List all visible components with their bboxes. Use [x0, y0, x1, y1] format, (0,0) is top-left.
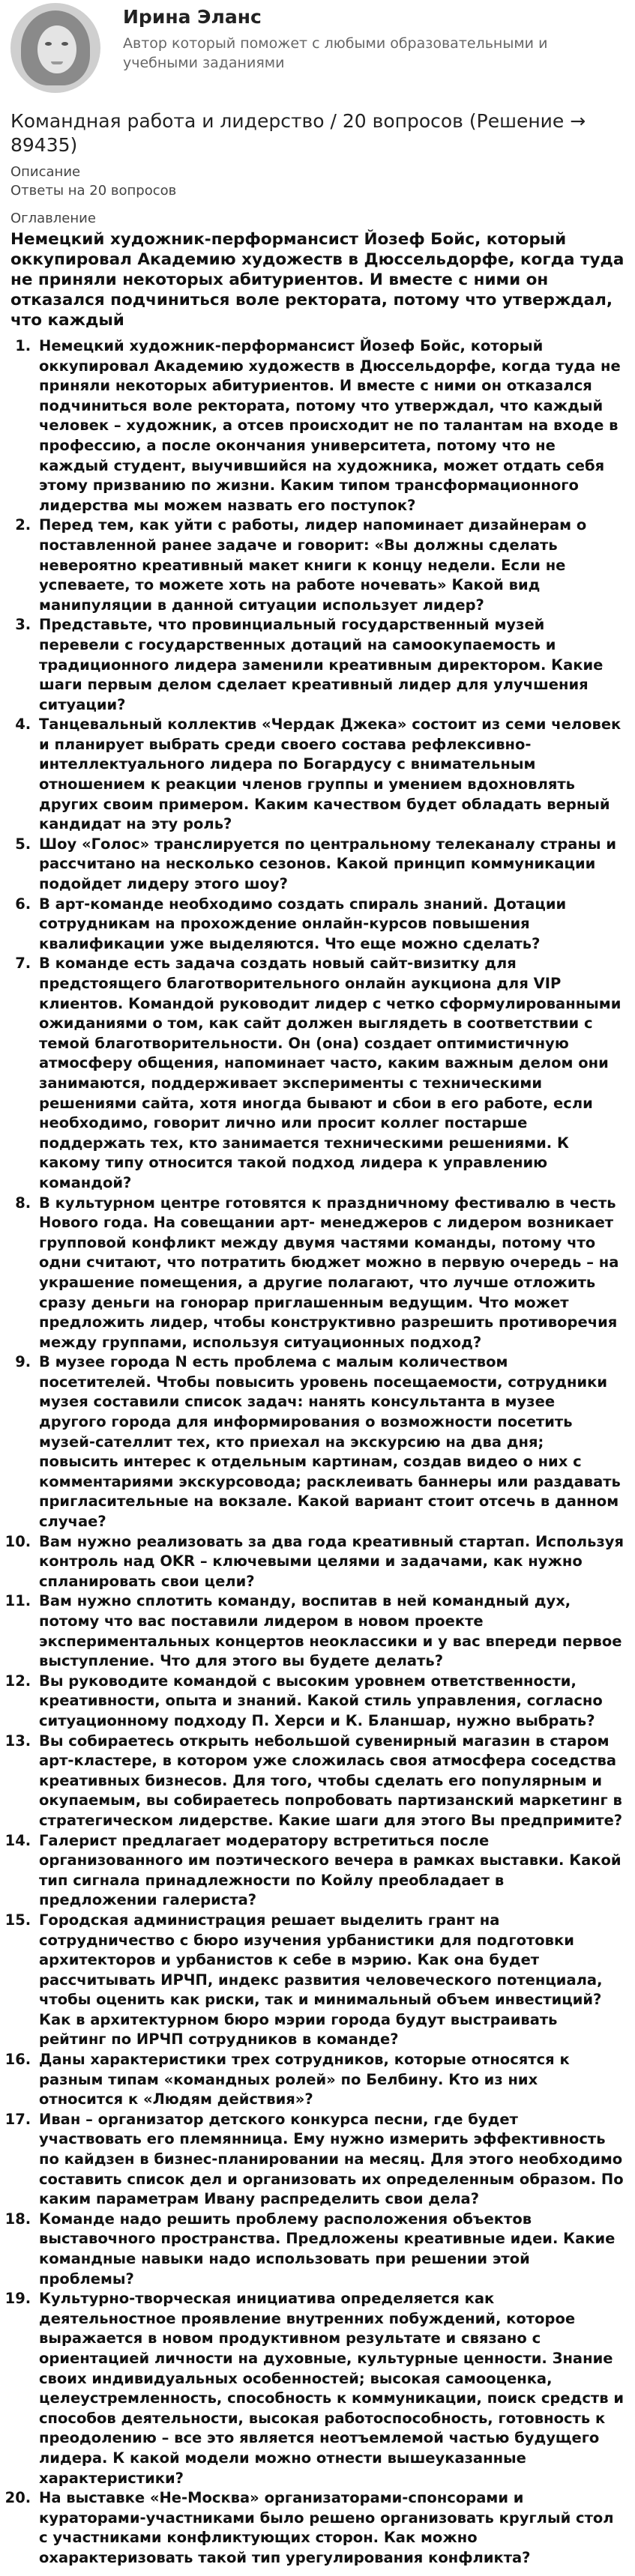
author-card — [0, 0, 635, 99]
question-item: 14. Галерист предлагает модератору встретиться после организованного им поэтического вечера в рамках выставки. Какой тип сигнала принадлежности по Койлу преобладает в предложении галериста? — [36, 1831, 625, 1911]
question-item: 5. Шоу «Голос» транслируется по центральному телеканалу страны и рассчитано на несколько сезонов. Какой принцип коммуникации подойдет лидеру этого шоу? — [36, 835, 625, 895]
question-item: 3. Представьте, что провинциальный государственный музей перевели с государственных дотаций на самоокупаемость и традиционного лидера заменили креативным директором. Какие шаги первым делом сделает креативный лидер для улучшения ситуации? — [36, 615, 625, 715]
question-item: 12. Вы руководите командой с высоким уровнем ответственности, креативности, опыта и знаний. Какой стиль управления, согласно ситуационному подходу П. Херси и К. Бланшар, нужно выбрать? — [36, 1672, 625, 1732]
author-description: Автор который поможет с любыми образовательными и учебными заданиями — [123, 35, 548, 71]
question-item: 11. Вам нужно сплотить команду, воспитав в ней командный дух, потому что вас поставили лидером в новом проекте экспериментальных концертов неоклассики и у вас впереди первое выступление. Что для этого вы будете делать? — [36, 1591, 625, 1671]
question-item: 13. Вы собираетесь открыть небольшой сувенирный магазин в старом арт-кластере, в котором уже сложилась своя атмосфера соседства креативных бизнесов. Для того, чтобы сделать его популярным и окупаемым, вы собираетесь попробовать партизанский маркетинг в стратегическом лидерстве. Какие шаги для этого Вы предпримите? — [36, 1732, 625, 1831]
question-item: 19. Культурно-творческая инициатива определяется как деятельностное проявление внутренних побуждений, которое выражается в новом продуктивном результате и связано с ориентацией личности на духовные, культурные ценности. Знание своих индивидуальных особенностей; высокая самооценка, целеустремленность, способность к коммуникации, поиск средств и способов деятельности, высокая работоспособность, готовность к преодолению – все это является неотъемлемой частью будущего лидера. К какой модели можно отнести вышеуказанные характеристики? — [36, 2289, 625, 2488]
author-info — [123, 3, 603, 73]
question-item: 20. На выставке «Не-Москва» организаторами-спонсорами и кураторами-участниками было решено организовать круглый стол с участниками конфликтующих сторон. Как можно охарактеризовать такой тип урегулирования конфликта? — [36, 2488, 625, 2568]
question-item: 10. Вам нужно реализовать за два года креативный стартап. Используя контроль над OKR – ключевыми целями и задачами, как нужно спланировать свои цели? — [36, 1532, 625, 1592]
questions-list — [0, 336, 635, 2569]
question-item: 16. Даны характеристики трех сотрудников, которые относятся к разным типам «командных ролей» по Белбину. Кто из них относится к «Людям действия»? — [36, 2050, 625, 2110]
toc-label: Оглавление — [10, 211, 96, 226]
description-value: Ответы на 20 вопросов — [10, 183, 177, 199]
document-headline: Немецкий художник-перформансист Йозеф Бойс, который оккупировал Академию художеств в Дюссельдорфе, когда туда не приняли некоторых абитуриентов. И вместе с ними он отказался подчиниться воле ректората, потому что утверждал, что каждый — [10, 230, 625, 330]
author-name[interactable]: Ирина Эланс — [123, 6, 262, 28]
description-label: Описание — [10, 164, 81, 180]
question-item: 18. Команде надо решить проблему расположения объектов выставочного пространства. Предложены креативные идеи. Какие командные навыки надо использовать при решении этой проблемы? — [36, 2210, 625, 2289]
question-item: 7. В команде есть задача создать новый сайт-визитку для предстоящего благотворительного онлайн аукциона для VIP клиентов. Командой руководит лидер с четко сформулированными ожиданиями о том, как сайт должен выглядеть в соответствии с темой благотворительности. Он (она) создает оптимистичную атмосферу общения, напоминает часто, каким важным делом они занимаются, поддерживает эксперименты с техническими решениями сайта, хотя иногда бывают и сбои в его работе, если необходимо, говорит лично или просит коллег постарше поддержать тех, кто занимается техническими решениями. К какому типу относится такой подход лидера к управлению командой? — [36, 954, 625, 1193]
question-item: 9. В музее города N есть проблема с малым количеством посетителей. Чтобы повысить уровень посещаемости, сотрудники музея составили список задач: нанять консультанта в музее другого города для информирования о возможности посетить музей-сателлит тех, кто приехал на экскурсию на два дня; повысить интерес к отдельным картинам, создав видео о них с комментариями экскурсовода; расклеивать баннеры или раздавать пригласительные на вокзале. Какой вариант стоит отсечь в данном случае? — [36, 1352, 625, 1532]
document-title: Командная работа и лидерство / 20 вопросов (Решение → 89435) — [10, 110, 586, 156]
question-item: 15. Городская администрация решает выделить грант на сотрудничество с бюро изучения урбанистики для подготовки архитекторов и урбанистов к себе в мэрию. Как она будет рассчитывать ИРЧП, индекс развития человеческого потенциала, чтобы оценить как риски, так и минимальный объем инвестиций? Как в архитектурном бюро мэрии города будут выстраивать рейтинг по ИРЧП сотрудников в команде? — [36, 1911, 625, 2050]
question-item: 4. Танцевальный коллектив «Чердак Джека» состоит из семи человек и планирует выбрать среди своего состава рефлексивно-интеллектуального лидера по Богардусу с внимательным отношением к реакции членов группы и умением вдохновлять других своим примером. Каким качеством будет обладать верный кандидат на эту роль? — [36, 715, 625, 835]
document-meta — [0, 109, 635, 330]
question-item: 2. Перед тем, как уйти с работы, лидер напоминает дизайнерам о поставленной ранее задаче и говорит: «Вы должны сделать невероятно креативный макет книги к концу недели. Если не успеваете, то можете хоть на работе ночевать» Какой вид манипуляции в данной ситуации использует лидер? — [36, 515, 625, 615]
question-item: 8. В культурном центре готовятся к праздничному фестивалю в честь Нового года. На совещании арт- менеджеров с лидером возникает групповой конфликт между двумя частями команды, потому что одни считают, что потратить бюджет можно в первую очередь – на украшение помещения, а другие полагают, что лучше отложить сразу деньги на гонорар приглашенным ведущим. Что может предложить лидер, чтобы конструктивно разрешить противоречия между группами, используя ситуационных подход? — [36, 1194, 625, 1353]
author-avatar[interactable] — [10, 3, 100, 93]
question-item: 17. Иван – организатор детского конкурса песни, где будет участвовать его племянница. Ему нужно измерить эффективность по кайдзен в бизнес-планировании на месяц. Для этого необходимо составить список дел и организовать их определенным образом. По каким параметрам Ивану распределить свои дела? — [36, 2110, 625, 2210]
question-item: 6. В арт-команде необходимо создать спираль знаний. Дотации сотрудникам на прохождение онлайн-курсов повышения квалификации уже выделяются. Что еще можно сделать? — [36, 895, 625, 955]
question-item: 1. Немецкий художник-перформансист Йозеф Бойс, который оккупировал Академию художеств в Дюссельдорфе, когда туда не приняли некоторых абитуриентов. И вместе с ними он отказался подчиниться воле ректората, потому что утверждал, что каждый человек – художник, а отсев происходит не по талантам на входе в профессию, а после окончания университета, потому что не каждый студент, выучившийся на художника, может отдать себя этому призванию по жизни. Каким типом трансформационного лидерства мы можем назвать его поступок? — [36, 336, 625, 515]
